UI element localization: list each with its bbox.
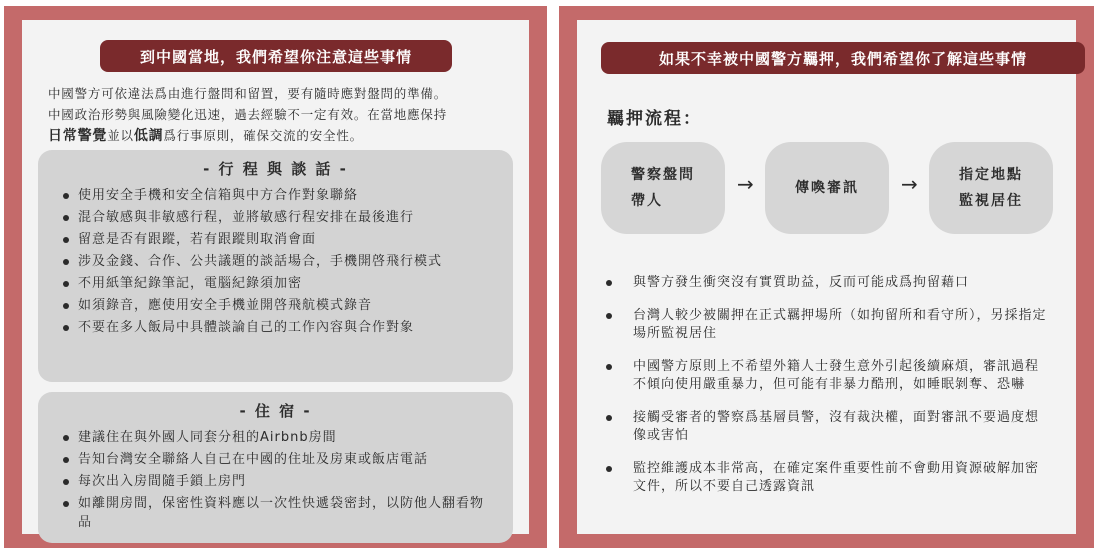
left-panel (22, 20, 529, 534)
list-item: 接觸受審者的警察爲基層員警，沒有裁決權，面對審訊不要過度想像或害怕 (633, 409, 1052, 445)
travel-and-talk-section (38, 150, 513, 382)
left-title-banner: 到中國當地，我們希望你注意這些事情 (100, 40, 452, 72)
intro-line-2: 中國政治形勢與風險變化迅速，過去經驗不一定有效。在當地應保持 (48, 107, 448, 122)
travel-tips-list (38, 186, 513, 337)
intro-line-3-end: 爲行事原則，確保交流的安全性。 (163, 128, 363, 143)
list-item: 監控維護成本非常高，在確定案件重要性前不會動用資源破解加密文件，所以不要自己透露資訊 (633, 460, 1052, 496)
left-panel-frame (4, 6, 547, 548)
intro-text (48, 83, 509, 147)
intro-line-3 (48, 125, 509, 147)
emphasis-lowkey: 低調 (133, 128, 164, 144)
list-item: 混合敏感與非敏感行程，並將敏感行程安排在最後進行 (78, 208, 493, 227)
right-title-banner: 如果不幸被中國警方羈押，我們希望你了解這些事情 (601, 42, 1085, 74)
list-item: 與警方發生衝突沒有實質助益，反而可能成爲拘留藉口 (633, 274, 1052, 292)
list-item: 不要在多人飯局中具體談論自己的工作內容與合作對象 (78, 318, 493, 337)
process-step-residential-surveillance (929, 142, 1053, 234)
process-step-summons (765, 142, 889, 234)
list-item: 涉及金錢、合作、公共議題的談話場合，手機開啓飛行模式 (78, 252, 493, 271)
intro-line-3-mid: 並以 (107, 128, 134, 143)
list-item: 告知台灣安全聯絡人自己在中國的住址及房東或飯店電話 (78, 450, 493, 469)
step-line: 警察盤問 (631, 167, 695, 183)
list-item: 台灣人較少被關押在正式羈押場所（如拘留所和看守所），另採指定場所監視居住 (633, 307, 1052, 343)
detention-notes-list (577, 274, 1076, 511)
list-item: 每次出入房間隨手鎖上房門 (78, 472, 493, 491)
step-line: 指定地點 (959, 167, 1023, 183)
list-item: 如離開房間，保密性資料應以一次性快遞袋密封，以防他人翻看物品 (78, 494, 493, 532)
section-title: - 行 程 與 談 話 - (203, 160, 348, 178)
right-panel (577, 20, 1076, 534)
section-title: - 住 宿 - (239, 402, 312, 420)
step-line: 監視居住 (959, 193, 1023, 209)
list-item: 建議住在與外國人同套分租的Airbnb房間 (78, 428, 493, 447)
list-item: 如須錄音，應使用安全手機並開啓飛航模式錄音 (78, 296, 493, 315)
list-item: 使用安全手機和安全信箱與中方合作對象聯絡 (78, 186, 493, 205)
arrow-right-icon: → (901, 172, 918, 196)
step-line: 帶人 (631, 193, 663, 209)
arrow-right-icon: → (737, 172, 754, 196)
detention-process-label: 羈押流程： (607, 109, 702, 129)
list-item: 中國警方原則上不希望外籍人士發生意外引起後續麻煩，審訊過程不傾向使用嚴重暴力，但可能有非暴力酷刑，如睡眠剝奪、恐嚇 (633, 358, 1052, 394)
right-panel-frame (559, 6, 1094, 548)
step-line: 傳喚審訊 (795, 180, 859, 196)
list-item: 留意是否有跟蹤，若有跟蹤則取消會面 (78, 230, 493, 249)
intro-line-1: 中國警方可依違法爲由進行盤問和留置，要有隨時應對盤問的準備。 (48, 86, 448, 101)
lodging-tips-list (38, 428, 513, 532)
process-step-questioning (601, 142, 725, 234)
lodging-section (38, 392, 513, 543)
emphasis-alert: 日常警覺 (48, 128, 108, 144)
list-item: 不用紙筆紀錄筆記，電腦紀錄須加密 (78, 274, 493, 293)
